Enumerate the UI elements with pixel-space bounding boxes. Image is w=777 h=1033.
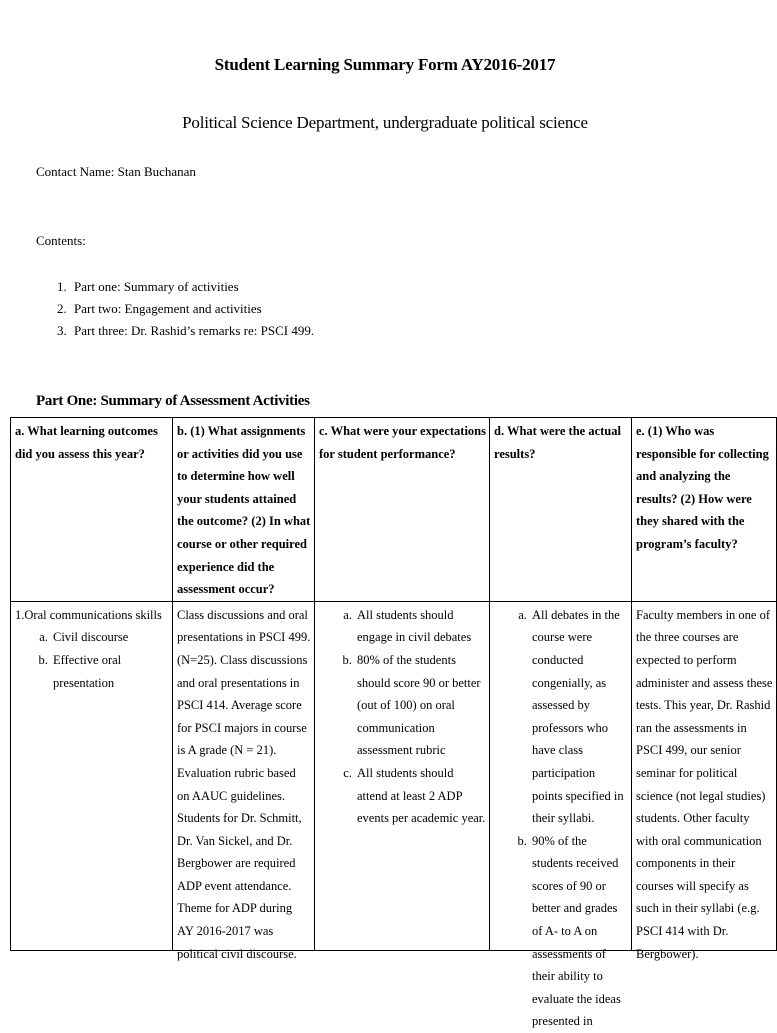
page-subtitle: Political Science Department, undergraduate political science [182, 113, 588, 132]
outcome-title: 1.Oral communications skills [15, 607, 162, 622]
list-item: a. All students should engage in civil debates [355, 604, 486, 649]
contents-list [36, 276, 314, 342]
responsible-text: Faculty members in one of the three courses are expected to perform administer and assess these tests. This year, Dr. Rashid ran the assessments in PSCI 499, our senior seminar for political science (not legal studies) students. Other faculty with oral communication components in their courses will specify as such in their syllabi (e.g. PSCI 414 with Dr. Bergbower). [636, 607, 773, 961]
list-item: b. Effective oral presentation [51, 649, 169, 694]
list-item: c. All students should attend at least 2 ADP events per academic year. [355, 762, 486, 830]
list-item: a. All debates in the course were conducted congenially, as assessed by professors who have class participation points specified in their syllabi. [530, 604, 628, 830]
column-header-assignments: b. (1) What assignments or activities did you use to determine how well your students attained the outcome? (2) In what course or other required experience did the assessment occur? [173, 418, 315, 602]
contents-item: 3. Part three: Dr. Rashid’s remarks re: PSCI 499. [70, 320, 314, 342]
results-cell [490, 601, 632, 1029]
list-item: b. 90% of the students received scores of 90 or better and grades of A- to A on assessments of their ability to evaluate the ideas presented in [530, 830, 628, 1033]
list-item: a. Civil discourse [51, 626, 169, 649]
contents-item: 2. Part two: Engagement and activities [70, 298, 314, 320]
page-title: Student Learning Summary Form AY2016-2017 [214, 55, 556, 74]
table-header-row [11, 418, 777, 602]
table-row [11, 601, 777, 950]
column-header-outcomes: a. What learning outcomes did you assess this year? [11, 418, 173, 602]
outcome-sublist [15, 626, 169, 694]
column-header-results: d. What were the actual results? [490, 418, 632, 602]
list-item: b. 80% of the students should score 90 or better (out of 100) on oral communication assessment rubric [355, 649, 486, 762]
assignments-text: Class discussions and oral presentations in PSCI 499. (N=25). Class discussions and oral presentations in PSCI 414. Average score for PSCI majors in course is A grade (N = 21). Evaluation rubric based on AAUC guidelines. Students for Dr. Schmitt, Dr. Van Sickel, and Dr. Bergbower are required ADP event attendance. Theme for ADP during AY 2016-2017 was political civil discourse. [177, 607, 311, 961]
outcome-cell [11, 601, 173, 950]
contact-name: Contact Name: Stan Buchanan [36, 164, 196, 179]
column-header-expectations: c. What were your expectations for student performance? [315, 418, 490, 602]
contents-label: Contents: [36, 233, 86, 248]
expectations-cell [315, 601, 490, 950]
column-header-responsible: e. (1) Who was responsible for collecting and analyzing the results? (2) How were they shared with the program’s faculty? [632, 418, 777, 602]
part-one-heading: Part One: Summary of Assessment Activities [36, 393, 310, 409]
contents-item: 1. Part one: Summary of activities [70, 276, 314, 298]
responsible-cell [632, 601, 777, 961]
expectations-list [319, 604, 486, 830]
results-list [494, 604, 628, 1033]
assessment-table [10, 417, 777, 1029]
assignments-cell [173, 601, 315, 961]
